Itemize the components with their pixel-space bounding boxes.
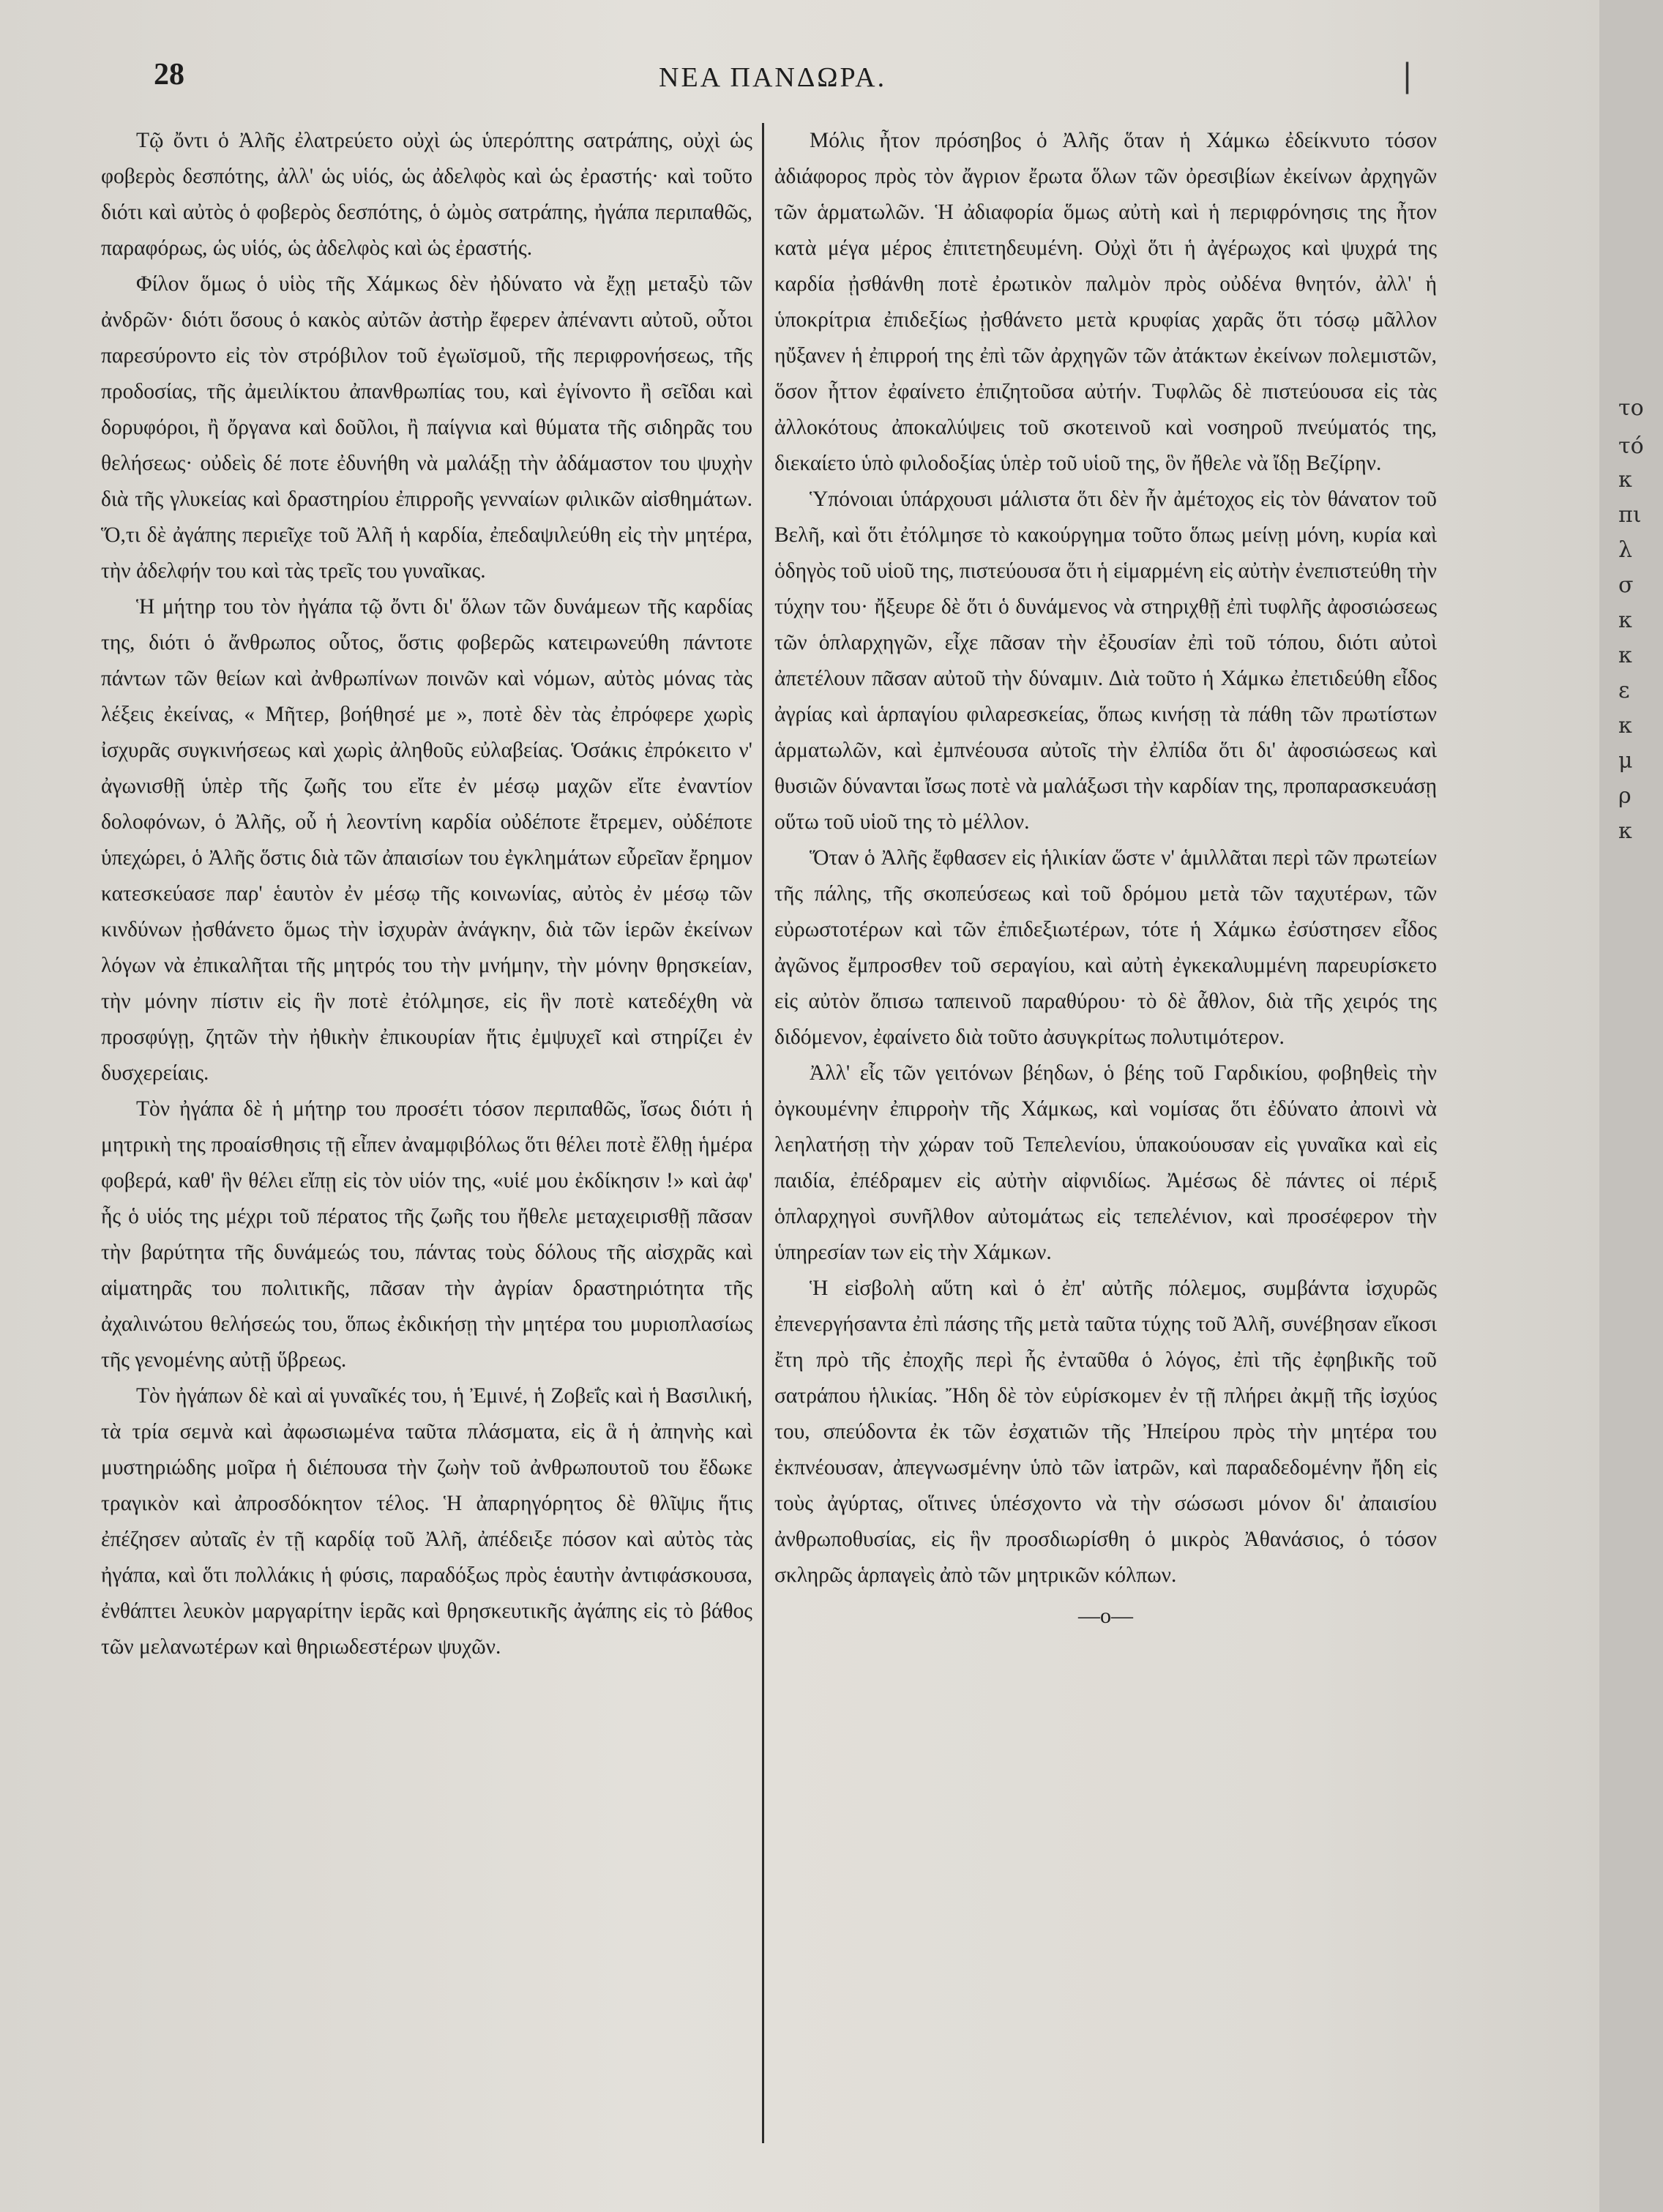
edge-letter: κ	[1618, 643, 1632, 668]
edge-letter: το	[1618, 395, 1644, 421]
page-number: 28	[154, 58, 184, 91]
header-corner-mark: |	[1402, 57, 1413, 94]
paragraph: Τὸν ἠγάπα δὲ ἡ μήτηρ του προσέτι τόσον περιπαθῶς, ἴσως διότι ἡ μητρικὴ της προαίσθησις τῇ εἶπεν ἀναμφιβόλως ὅτι θέλει ποτὲ ἔλθῃ ἡμέρα φοβερά, καθ' ἣν θέλει εἴπῃ εἰς τὸν υἱόν της, «υἱέ μου ἐκδίκησιν !» καὶ ἀφ' ἧς ὁ υἱός της μέχρι τοῦ πέρατος τῆς ζωῆς του ἤθελε μεταχειρισθῇ πᾶσαν τὴν βαρύτητα τῆς δυνάμεώς του, πάντας τοὺς δόλους τῆς αἰσχρᾶς καὶ αἱματηρᾶς του πολιτικῆς, πᾶσαν τὴν ἀγρίαν δραστηριότητα τῆς ἀχαλινώτου θελήσεώς του, ὅπως ἐκδικήσῃ τὴν μητέρα του μυριοπλασίως τῆς γενομένης αὐτῇ ὕβρεως.	[101, 1097, 752, 1372]
paragraph: Ὅταν ὁ Ἀλῆς ἔφθασεν εἰς ἡλικίαν ὥστε ν' ἁμιλλᾶται περὶ τῶν πρωτείων τῆς πάλης, τῆς σκοπεύσεως καὶ τοῦ δρόμου μετὰ τῶν ταχυτέρων, τῶν εὐρωστοτέρων καὶ τῶν ἐπιδεξιωτέρων, τότε ἡ Χάμκω ἐσύστησεν εἶδος ἀγῶνος ἔμπροσθεν τοῦ σεραγίου, καὶ αὐτὴ ἐγκεκαλυμμένη παρευρίσκετο εἰς αὐτὸν ὄπισω ταπεινοῦ παραθύρου· τὸ δὲ ἆθλον, διὰ τῆς χειρός της διδόμενον, ἐφαίνετο διὰ τοῦτο ἀσυγκρίτως πολυτιμότερον.	[774, 846, 1437, 1049]
paragraph: Ὑπόνοιαι ὑπάρχουσι μάλιστα ὅτι δὲν ἦν ἀμέτοχος εἰς τὸν θάνατον τοῦ Βελῆ, καὶ ὅτι ἐτόλμησε τὸ κακούργημα τοῦτο ὅπως μείνῃ μόνη, κυρία καὶ ὁδηγὸς τοῦ υἱοῦ της, πιστεύουσα ὅτι ἡ εἱμαρμένη εἰς αὐτὴν ἐνεπιστεύθη τὴν τύχην του· ἤξευρε δὲ ὅτι ὁ δυνάμενος νὰ στηριχθῇ ἐπὶ τυφλῆς ἀφοσιώσεως τῶν ὁπλαρχηγῶν, εἶχε πᾶσαν τὴν ἐξουσίαν ἐπὶ τοῦ τόπου, διότι αὐτοὶ ἀπετέλουν πᾶσαν αὐτοῦ τὴν δύναμιν. Διὰ τοῦτο ἡ Χάμκω ἐπετιδεύθη εἶδος ἀγρίας καὶ ἁρπαγίου φιλαρεσκείας, ὅπως κινήσῃ τὰ πάθη τῶν πρωτίστων ἁρματωλῶν, καὶ ἐμπνέουσα αὐτοῖς τὴν ἐλπίδα ὅτι δι' ἀφοσιώσεως καὶ θυσιῶν δύνανται ἴσως ποτὲ νὰ μαλάξωσι τὴν καρδίαν της, προπαρασκευάσῃ οὕτω τοῦ υἱοῦ της τὸ μέλλον.	[774, 487, 1437, 834]
edge-letter: μ	[1618, 748, 1633, 774]
edge-letter: ρ	[1618, 783, 1632, 809]
edge-letter: ε	[1618, 678, 1630, 703]
paragraph: Φίλον ὅμως ὁ υἱὸς τῆς Χάμκως δὲν ἠδύνατο νὰ ἔχῃ μεταξὺ τῶν ἀνδρῶν· διότι ὅσους ὁ κακὸς αὐτῶν ἀστὴρ ἔφερεν ἀπέναντι αὐτοῦ, οὗτοι παρεσύροντο εἰς τὸν στρόβιλον τοῦ ἐγωϊσμοῦ, τῆς περιφρονήσεως, τῆς προδοσίας, τῆς ἀμειλίκτου ἀπανθρωπίας του, καὶ ἐγίνοντο ἢ σεῖδαι καὶ δορυφόροι, ἢ ὄργανα καὶ δοῦλοι, ἢ παίγνια καὶ θύματα τῆς σιδηρᾶς του θελήσεως· οὐδεὶς δέ ποτε ἐδυνήθη νὰ μαλάξῃ τὴν ἀδάμαστον του ψυχὴν διὰ τῆς γλυκείας καὶ δραστηρίου ἐπιρροῆς γενναίων φιλικῶν αἰσθημάτων. Ὅ,τι δὲ ἀγάπης περιεῖχε τοῦ Ἀλῆ ἡ καρδία, ἐπεδαψιλεύθη εἰς τὴν μητέρα, τὴν ἀδελφήν του καὶ τὰς τρεῖς του γυναῖκας.	[101, 272, 752, 583]
left-text-column	[101, 123, 752, 2172]
edge-letter: λ	[1618, 537, 1633, 563]
edge-letter: σ	[1618, 572, 1634, 598]
paragraph: Ἡ εἰσβολὴ αὕτη καὶ ὁ ἐπ' αὐτῆς πόλεμος, συμβάντα ἰσχυρῶς ἐπενεργήσαντα ἐπὶ πάσης τῆς μετὰ ταῦτα τύχης τοῦ Ἀλῆ, συνέβησαν εἴκοσι ἔτη πρὸ τῆς ἐποχῆς περὶ ἧς ἐνταῦθα ὁ λόγος, ἐπὶ τῆς ἐφηβικῆς τοῦ σατράπου ἡλικίας. Ἤδη δὲ τὸν εὑρίσκομεν ἐν τῇ πλήρει ἀκμῇ τῆς ἰσχύος του, σπεύδοντα ἐκ τῶν ἐσχατιῶν τῆς Ἠπείρου πρὸς τὴν μητέρα του ἐκπνέουσαν, ἀπεγνωσμένην ὑπὸ τῶν ἰατρῶν, καὶ παραδεδομένην ἤδη εἰς τοὺς ἀγύρτας, οἵτινες ὑπέσχοντο νὰ τὴν σώσωσι μόνον δι' ἀπαισίου ἀνθρωποθυσίας, εἰς ἣν προσδιωρίσθη ὁ μικρὸς Ἀθανάσιος, ὁ τόσον σκληρῶς ἁρπαγεὶς ἀπὸ τῶν μητρικῶν κόλπων.	[774, 1277, 1437, 1587]
edge-letter: τό	[1618, 433, 1644, 459]
edge-letter: κ	[1618, 467, 1632, 493]
page-header	[154, 57, 1442, 101]
paragraph: Ἡ μήτηρ του τὸν ἠγάπα τῷ ὄντι δι' ὅλων τῶν δυνάμεων τῆς καρδίας της, διότι ὁ ἄνθρωπος οὗτος, ὅστις φοβερῶς κατειρωνεύθη πάντοτε πάντων τῶν θείων καὶ ἀνθρωπίνων ποινῶν καὶ νόμων, αὐτὸς μόνας τὰς λέξεις ἐκείνας, « Μῆτερ, βοήθησέ με », ποτὲ δὲν τὰς ἐπρόφερε χωρὶς ἰσχυρᾶς συγκινήσεως καὶ χωρὶς ἀληθοῦς εὐλαβείας. Ὁσάκις ἐπρόκειτο ν' ἀγωνισθῇ ὑπὲρ τῆς ζωῆς του εἴτε ἐν μέσῳ μαχῶν εἴτε ἐναντίον δολοφόνων, ὁ Ἀλῆς, οὗ ἡ λεοντίνη καρδία οὐδέποτε ἔτρεμεν, οὐδέποτε ὑπεχώρει, ὁ Ἀλῆς ὅστις διὰ τῶν ἀπαισίων του ἐγκλημάτων εὗρεῖαν ἔρημον κατεσκεύασε παρ' ἑαυτὸν ἐν μέσῳ τῆς κοινωνίας, αὐτὸς ἐν μέσῳ τῶν κινδύνων ᾐσθάνετο ὅμως τὴν ἰσχυρὰν ἀνάγκην, διὰ τῶν ἱερῶν ἐκείνων λόγων νὰ ἐπικαλῆται τῆς μητρός του τὴν μνήμην, τὴν μόνην θρησκείαν, τὴν μόνην πίστιν εἰς ἣν ποτὲ ἐτόλμησε, εἰς ἣν ποτὲ κατεδέχθη νὰ προσφύγῃ, ζητῶν τὴν ἠθικὴν ἐπικουρίαν ἥτις ἐμψυχεῖ καὶ στηρίζει ἐν δυσχερείαις.	[101, 595, 752, 1085]
edge-letter: πι	[1618, 502, 1642, 528]
paragraph: Τῷ ὄντι ὁ Ἀλῆς ἐλατρεύετο οὐχὶ ὡς ὑπερόπτης σατράπης, οὐχὶ ὡς φοβερὸς δεσπότης, ἀλλ' ὡς υἱός, ὡς ἀδελφὸς καὶ ὡς ἐραστής· καὶ τοῦτο διότι καὶ αὐτὸς ὁ φοβερὸς δεσπότης, ὁ ὠμὸς σατράπης, ἠγάπα περιπαθῶς, παραφόρως, ὡς υἱός, ὡς ἀδελφὸς καὶ ὡς ἐραστής.	[101, 129, 752, 260]
edge-letter: κ	[1618, 608, 1632, 633]
adjacent-page-edge	[1599, 0, 1663, 2212]
edge-letter: κ	[1618, 713, 1632, 739]
paragraph: Μόλις ἦτον πρόσηβος ὁ Ἀλῆς ὅταν ἡ Χάμκω ἐδείκνυτο τόσον ἀδιάφορος πρὸς τὸν ἄγριον ἔρωτα ὅλων τῶν ὀρεσιβίων ἐκείνων ἀρχηγῶν τῶν ἁρματωλῶν. Ἡ ἀδιαφορία ὅμως αὐτὴ καὶ ἡ περιφρόνησις της ἦτον κατὰ μέγα μέρος ἐπιτετηδευμένη. Οὐχὶ ὅτι ἡ ἀγέρωχος καὶ ψυχρά της καρδία ᾐσθάνθη ποτὲ ἐρωτικὸν παλμὸν πρὸς οὐδένα θνητόν, ἀλλ' ἡ ὑποκρίτρια ἐπιδεξίως ᾐσθάνετο μετὰ κρυφίας χαρᾶς ὅτι τόσῳ μᾶλλον ηὔξανεν ἡ ἐπιρροή της ἐπὶ τῶν ἀρχηγῶν τῶν ἀτάκτων ἐκείνων πολεμιστῶν, ὅσον ἧττον ἐφαίνετο ἐπιζητοῦσα αὐτήν. Τυφλῶς δὲ πιστεύουσα εἰς τὰς ἀλλοκότους ἀποκαλύψεις τοῦ σκοτεινοῦ καὶ νοσηροῦ πνεύματός της, διεκαίετο ὑπὸ φιλοδοξίας ὑπὲρ τοῦ υἱοῦ της, ὃν ἤθελε νὰ ἴδῃ Βεζίρην.	[774, 129, 1437, 475]
paragraph: Τὸν ἠγάπων δὲ καὶ αἱ γυναῖκές του, ἡ Ἐμινέ, ἡ Ζοβεΐς καὶ ἡ Βασιλική, τὰ τρία σεμνὰ καὶ ἀφωσιωμένα ταῦτα πλάσματα, εἰς ἃ ἡ ἀπηνὴς καὶ μυστηριώδης μοῖρα ἡ διέπουσα τὴν ζωὴν τοῦ ἀνθρωπουτοῦ του ἔδωκε τραγικὸν καὶ ἀπροσδόκητον τέλος. Ἡ ἀπαρηγόρητος δὲ θλῖψις ἥτις ἐπέζησεν αὐταῖς ἐν τῇ καρδίᾳ τοῦ Ἀλῆ, ἀπέδειξε πόσον καὶ αὐτὸς τὰς ἠγάπα, καὶ ὅτι πολλάκις ἡ φύσις, παραδόξως πρὸς ἑαυτὴν ἀντιφάσκουσα, ἐνθάπτει λευκὸν μαργαρίτην ἱερᾶς καὶ θρησκευτικῆς ἀγάπης εἰς τὸ βάθος τῶν μελανωτέρων καὶ θηριωδεστέρων ψυχῶν.	[101, 1384, 752, 1659]
column-divider-rule	[762, 123, 764, 2143]
end-mark: —o—	[1078, 1604, 1133, 1628]
paragraph: Ἀλλ' εἷς τῶν γειτόνων βέηδων, ὁ βέης τοῦ Γαρδικίου, φοβηθεὶς τὴν ὀγκουμένην ἐπιρροὴν τῆς Χάμκως, καὶ νομίσας ὅτι ἐδύνατο ἀποινὶ νὰ λεηλατήσῃ τὴν χώραν τοῦ Τεπελενίου, ὑπακούουσαν εἰς γυναῖκα καὶ εἰς παιδία, ἐπέδραμεν εἰς αὐτὴν αἰφνιδίως. Ἀμέσως δὲ πάντες οἱ πέριξ ὁπλαρχηγοὶ συνῆλθον αὐτομάτως εἰς τεπελένιον, καὶ προσέφερον τὴν ὑπηρεσίαν των εἰς τὴν Χάμκων.	[774, 1061, 1437, 1264]
journal-title: ΝΕΑ ΠΑΝΔΩΡΑ.	[659, 62, 887, 93]
edge-letter: κ	[1618, 818, 1632, 844]
right-text-column	[774, 123, 1437, 2172]
